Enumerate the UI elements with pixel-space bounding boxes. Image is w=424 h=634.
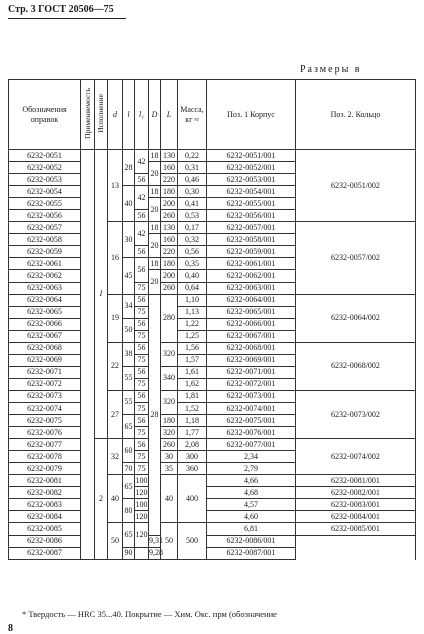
- L-cell: 160: [161, 234, 178, 246]
- table-row: [9, 499, 416, 511]
- designation-cell: 6232-0078: [9, 451, 81, 463]
- mass-cell: 0,41: [178, 198, 207, 210]
- mass-cell: 2,08: [178, 439, 207, 451]
- l1-cell: 75: [135, 282, 149, 294]
- l1-cell: 56: [135, 174, 149, 186]
- l1-cell: 56: [135, 294, 149, 306]
- l-cell: 65: [123, 523, 135, 547]
- table-row: [9, 487, 416, 499]
- col-l1: l₁: [135, 80, 149, 150]
- l-cell: 40: [123, 186, 135, 222]
- designation-cell: 6232-0056: [9, 210, 81, 222]
- pos1-cell: 6232-0073/001: [207, 390, 296, 402]
- designation-cell: 6232-0064: [9, 294, 81, 306]
- L-cell: 500: [178, 523, 207, 559]
- mass-cell: 4,68: [207, 487, 296, 499]
- mass-cell: 4,66: [207, 475, 296, 487]
- mass-cell: 0,22: [178, 150, 207, 162]
- col-D: D: [149, 80, 161, 150]
- mandrel-dimensions-table: [8, 79, 416, 560]
- pos1-cell: 6232-0064/001: [207, 294, 296, 306]
- l1-cell: 56: [135, 390, 149, 402]
- table-subtitle: Размеры в: [300, 64, 362, 75]
- pos1-cell: 6232-0062/001: [207, 270, 296, 282]
- designation-cell: 6232-0087: [9, 547, 81, 559]
- d-cell: 50: [108, 523, 123, 559]
- pos1-cell: 6232-0071/001: [207, 366, 296, 378]
- l-cell: 55: [123, 366, 135, 390]
- pos1-cell: 6232-0072/001: [207, 378, 296, 390]
- mass-cell: 6,81: [207, 523, 296, 535]
- D-cell: 30: [161, 451, 178, 463]
- l-cell: 70: [123, 463, 135, 475]
- designation-cell: 6232-0082: [9, 487, 81, 499]
- l-cell: 55: [123, 390, 135, 414]
- table-row: [9, 523, 416, 535]
- D-cell: 20: [149, 162, 161, 186]
- pos1-cell: 6232-0083/001: [296, 499, 416, 511]
- mass-cell: 2,79: [207, 463, 296, 475]
- l1-cell: 75: [135, 427, 149, 439]
- table-row: [9, 222, 416, 234]
- designation-cell: 6232-0052: [9, 162, 81, 174]
- applicability-cell: [81, 150, 95, 560]
- pos1-cell: 6232-0067/001: [207, 330, 296, 342]
- L-cell: 320: [161, 342, 178, 366]
- table-row: [9, 439, 416, 451]
- pos1-cell: 6232-0077/001: [207, 439, 296, 451]
- D-cell: 20: [149, 198, 161, 222]
- table-row: [9, 390, 416, 402]
- d-cell: 16: [108, 222, 123, 294]
- L-cell: 360: [178, 463, 207, 475]
- mass-cell: 0,17: [178, 222, 207, 234]
- l1-cell: 120: [135, 511, 149, 523]
- mass-cell: 9,31: [149, 535, 161, 547]
- L-cell: 320: [161, 390, 178, 414]
- designation-cell: 6232-0059: [9, 246, 81, 258]
- mass-cell: 4,60: [207, 511, 296, 523]
- d-cell: 40: [108, 475, 123, 523]
- D-cell: 18: [149, 258, 161, 270]
- pos1-cell: 6232-0053/001: [207, 174, 296, 186]
- mass-cell: 1,18: [178, 415, 207, 427]
- mass-cell: 0,40: [178, 270, 207, 282]
- L-cell: 400: [178, 475, 207, 523]
- D-cell: 40: [161, 475, 178, 523]
- l1-cell: 75: [135, 306, 149, 318]
- col-d: d: [108, 80, 123, 150]
- D-cell: 20: [149, 270, 161, 294]
- mass-cell: 0,46: [178, 174, 207, 186]
- mass-cell: 0,31: [178, 162, 207, 174]
- pos1-cell: 6232-0069/001: [207, 354, 296, 366]
- page-header: Стр. 3 ГОСТ 20506—75: [8, 4, 114, 15]
- designation-cell: 6232-0065: [9, 306, 81, 318]
- designation-cell: 6232-0068: [9, 342, 81, 354]
- d-cell: 19: [108, 294, 123, 342]
- D-cell: 18: [149, 222, 161, 234]
- col-pos1: Поз. 1 Корпус: [207, 80, 296, 150]
- l1-cell: 42: [135, 150, 149, 174]
- D-cell: 18: [149, 150, 161, 162]
- l1-cell: 75: [135, 330, 149, 342]
- d-cell: 27: [108, 390, 123, 438]
- l1-cell: 56: [135, 246, 149, 258]
- designation-cell: 6232-0051: [9, 150, 81, 162]
- L-cell: 300: [178, 451, 207, 463]
- L-cell: 130: [161, 150, 178, 162]
- L-cell: 180: [161, 186, 178, 198]
- pos2-cell: 6232-0068/002: [296, 342, 416, 390]
- L-cell: 200: [161, 198, 178, 210]
- designation-cell: 6232-0053: [9, 174, 81, 186]
- l1-cell: 75: [135, 451, 149, 463]
- footnote: * Твердость — HRC 35...40. Покрытие — Хим. Окс. прм (обозначение: [22, 609, 277, 619]
- l1-cell: 75: [135, 354, 149, 366]
- l1-cell: 42: [135, 222, 149, 246]
- pos1-cell: 6232-0084/001: [296, 511, 416, 523]
- l-cell: 38: [123, 342, 135, 366]
- designation-cell: 6232-0069: [9, 354, 81, 366]
- l1-cell: 75: [135, 402, 149, 414]
- pos1-cell: 6232-0066/001: [207, 318, 296, 330]
- pos2-cell: 6232-0051/002: [296, 150, 416, 222]
- l-cell: 45: [123, 258, 135, 294]
- pos1-cell: 6232-0061/001: [207, 258, 296, 270]
- D-cell: 50: [161, 523, 178, 559]
- col-pos2: Поз. 2. Кольцо: [296, 80, 416, 150]
- pos1-cell: 6232-0087/001: [207, 547, 296, 559]
- L-cell: 260: [161, 282, 178, 294]
- designation-cell: 6232-0086: [9, 535, 81, 547]
- pos1-cell: 6232-0059/001: [207, 246, 296, 258]
- l1-cell: 120: [135, 523, 149, 547]
- pos1-cell: 6232-0068/001: [207, 342, 296, 354]
- mass-cell: 0,30: [178, 186, 207, 198]
- designation-cell: 6232-0067: [9, 330, 81, 342]
- designation-cell: 6232-0083: [9, 499, 81, 511]
- D-cell: 35: [161, 463, 178, 475]
- table-row: [9, 342, 416, 354]
- designation-cell: 6232-0077: [9, 439, 81, 451]
- l-cell: 90: [123, 547, 135, 559]
- L-cell: 340: [161, 366, 178, 390]
- mass-cell: 1,52: [178, 402, 207, 414]
- mass-cell: 4,57: [207, 499, 296, 511]
- designation-cell: 6232-0058: [9, 234, 81, 246]
- pos1-cell: 6232-0063/001: [207, 282, 296, 294]
- l1-cell: 56: [135, 439, 149, 451]
- pos2-cell: 6232-0074/002: [296, 439, 416, 475]
- mass-cell: 2,34: [207, 451, 296, 463]
- col-L: L: [161, 80, 178, 150]
- designation-cell: 6232-0072: [9, 378, 81, 390]
- header-rule: [8, 18, 126, 19]
- l1-cell: 75: [135, 378, 149, 390]
- execution-cell: 2: [95, 439, 108, 559]
- mass-cell: 1,22: [178, 318, 207, 330]
- D-cell: 18: [149, 186, 161, 198]
- mass-cell: 1,10: [178, 294, 207, 306]
- designation-cell: 6232-0075: [9, 415, 81, 427]
- pos1-cell: 6232-0074/001: [207, 402, 296, 414]
- pos1-cell: 6232-0065/001: [207, 306, 296, 318]
- pos1-cell: 6232-0056/001: [207, 210, 296, 222]
- designation-cell: 6232-0063: [9, 282, 81, 294]
- designation-cell: 6232-0054: [9, 186, 81, 198]
- col-mass: Масса, кг ≈: [178, 80, 207, 150]
- pos1-cell: 6232-0054/001: [207, 186, 296, 198]
- l-cell: 65: [123, 415, 135, 439]
- L-cell: 260: [161, 210, 178, 222]
- l1-cell: 56: [135, 210, 149, 222]
- l1-cell: 56: [135, 258, 149, 282]
- mass-cell: 0,56: [178, 246, 207, 258]
- table-row: [9, 294, 416, 306]
- L-cell: 130: [161, 222, 178, 234]
- mass-cell: 1,62: [178, 378, 207, 390]
- l-cell: 50: [123, 318, 135, 342]
- L-cell: 260: [161, 439, 178, 451]
- col-designation: Обозначения оправок: [9, 80, 81, 150]
- designation-cell: 6232-0074: [9, 402, 81, 414]
- L-cell: 200: [161, 270, 178, 282]
- l-cell: 65: [123, 475, 135, 499]
- table-row: [9, 535, 416, 547]
- L-cell: 180: [161, 258, 178, 270]
- L-cell: 220: [161, 246, 178, 258]
- table-header-row: [9, 80, 416, 150]
- mass-cell: 0,64: [178, 282, 207, 294]
- col-execution: Исполнение: [95, 80, 108, 150]
- D-cell: 28: [149, 294, 161, 535]
- designation-cell: 6232-0066: [9, 318, 81, 330]
- D-cell: 20: [149, 234, 161, 258]
- l1-cell: 56: [135, 318, 149, 330]
- pos1-cell: 6232-0085/001: [296, 523, 416, 535]
- designation-cell: 6232-0057: [9, 222, 81, 234]
- page-number: 8: [8, 623, 13, 634]
- table-row: [9, 150, 416, 162]
- designation-cell: 6232-0062: [9, 270, 81, 282]
- d-cell: 13: [108, 150, 123, 222]
- mass-cell: 1,77: [178, 427, 207, 439]
- d-cell: 32: [108, 439, 123, 475]
- designation-cell: 6232-0084: [9, 511, 81, 523]
- L-cell: 160: [161, 162, 178, 174]
- pos1-cell: 6232-0058/001: [207, 234, 296, 246]
- pos1-cell: 6232-0055/001: [207, 198, 296, 210]
- pos1-cell: 6232-0051/001: [207, 150, 296, 162]
- mass-cell: 1,61: [178, 366, 207, 378]
- L-cell: 220: [161, 174, 178, 186]
- col-l: l: [123, 80, 135, 150]
- designation-cell: 6232-0061: [9, 258, 81, 270]
- pos1-cell: 6232-0086/001: [207, 535, 296, 547]
- mass-cell: 1,25: [178, 330, 207, 342]
- execution-cell: I: [95, 150, 108, 439]
- L-cell: 320: [161, 427, 178, 439]
- pos1-cell: 6232-0075/001: [207, 415, 296, 427]
- L-cell: 280: [161, 294, 178, 342]
- mass-cell: 1,57: [178, 354, 207, 366]
- pos1-cell: 6232-0082/001: [296, 487, 416, 499]
- pos1-cell: 6232-0057/001: [207, 222, 296, 234]
- pos2-cell: 6232-0057/002: [296, 222, 416, 294]
- l1-cell: 100: [135, 475, 149, 487]
- pos2-cell: 6232-0073/002: [296, 390, 416, 438]
- designation-cell: 6232-0079: [9, 463, 81, 475]
- designation-cell: 6232-0076: [9, 427, 81, 439]
- l1-cell: 120: [135, 487, 149, 499]
- table-row: [9, 511, 416, 523]
- l1-cell: 42: [135, 186, 149, 210]
- l1-cell: 100: [135, 499, 149, 511]
- l1-cell: 56: [135, 342, 149, 354]
- table-row: [9, 547, 416, 559]
- L-cell: 180: [161, 415, 178, 427]
- l1-cell: 56: [135, 366, 149, 378]
- l-cell: 34: [123, 294, 135, 318]
- l-cell: 80: [123, 499, 135, 523]
- mass-cell: 1,13: [178, 306, 207, 318]
- l1-cell: 75: [135, 463, 149, 475]
- l-cell: 60: [123, 439, 135, 463]
- designation-cell: 6232-0055: [9, 198, 81, 210]
- pos1-cell: 6232-0052/001: [207, 162, 296, 174]
- l-cell: 30: [123, 222, 135, 258]
- pos2-cell: 6232-0064/002: [296, 294, 416, 342]
- mass-cell: 0,53: [178, 210, 207, 222]
- designation-cell: 6232-0085: [9, 523, 81, 535]
- col-applicability: Применяемость: [81, 80, 95, 150]
- l-cell: 28: [123, 150, 135, 186]
- mass-cell: 1,56: [178, 342, 207, 354]
- mass-cell: 0,35: [178, 258, 207, 270]
- l1-cell: 56: [135, 415, 149, 427]
- pos1-cell: 6232-0076/001: [207, 427, 296, 439]
- pos1-cell: 6232-0081/001: [296, 475, 416, 487]
- mass-cell: 1,81: [178, 390, 207, 402]
- table-row: [9, 475, 416, 487]
- designation-cell: 6232-0071: [9, 366, 81, 378]
- designation-cell: 6232-0081: [9, 475, 81, 487]
- d-cell: 22: [108, 342, 123, 390]
- l1-cell: [135, 547, 149, 559]
- mass-cell: 0,32: [178, 234, 207, 246]
- designation-cell: 6232-0073: [9, 390, 81, 402]
- mass-cell: 9,28: [149, 547, 161, 559]
